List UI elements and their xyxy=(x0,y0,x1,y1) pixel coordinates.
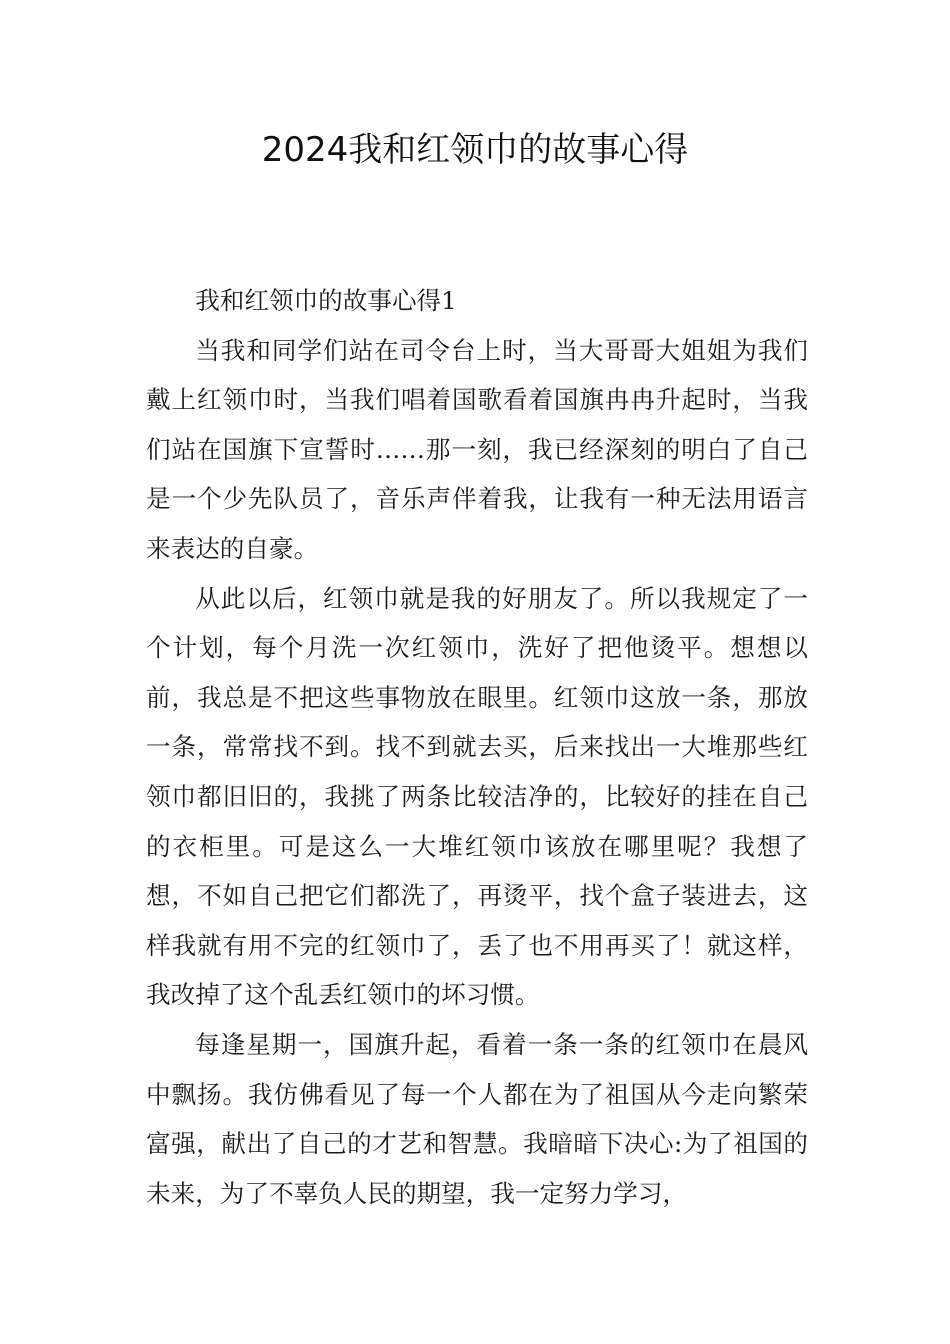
paragraph-3: 每逢星期一，国旗升起，看着一条一条的红领巾在晨风中飘扬。我仿佛看见了每一个人都在为了祖国从今走向繁荣富强，献出了自己的才艺和智慧。我暗暗下决心:为了祖国的未来，为了不辜负人民的期望，我一定努力学习， xyxy=(146,1029,808,1208)
section-heading: 我和红领巾的故事心得1 xyxy=(195,286,457,315)
document-body xyxy=(146,276,808,1218)
paragraph-1: 当我和同学们站在司令台上时，当大哥哥大姐姐为我们戴上红领巾时，当我们唱着国歌看着国旗冉冉升起时，当我们站在国旗下宣誓时……那一刻，我已经深刻的明白了自己是一个少先队员了，音乐声伴着我，让我有一种无法用语言来表达的自豪。 xyxy=(146,335,808,563)
paragraph-2: 从此以后，红领巾就是我的好朋友了。所以我规定了一个计划，每个月洗一次红领巾，洗好了把他烫平。想想以前，我总是不把这些事物放在眼里。红领巾这放一条，那放一条，常常找不到。找不到就去买，后来找出一大堆那些红领巾都旧旧的，我挑了两条比较洁净的，比较好的挂在自己的衣柜里。可是这么一大堆红领巾该放在哪里呢？我想了想，不如自己把它们都洗了，再烫平，找个盒子装进去，这样我就有用不完的红领巾了，丢了也不用再买了！就这样，我改掉了这个乱丢红领巾的坏习惯。 xyxy=(146,583,808,1010)
page-title: 2024我和红领巾的故事心得 xyxy=(261,130,689,170)
